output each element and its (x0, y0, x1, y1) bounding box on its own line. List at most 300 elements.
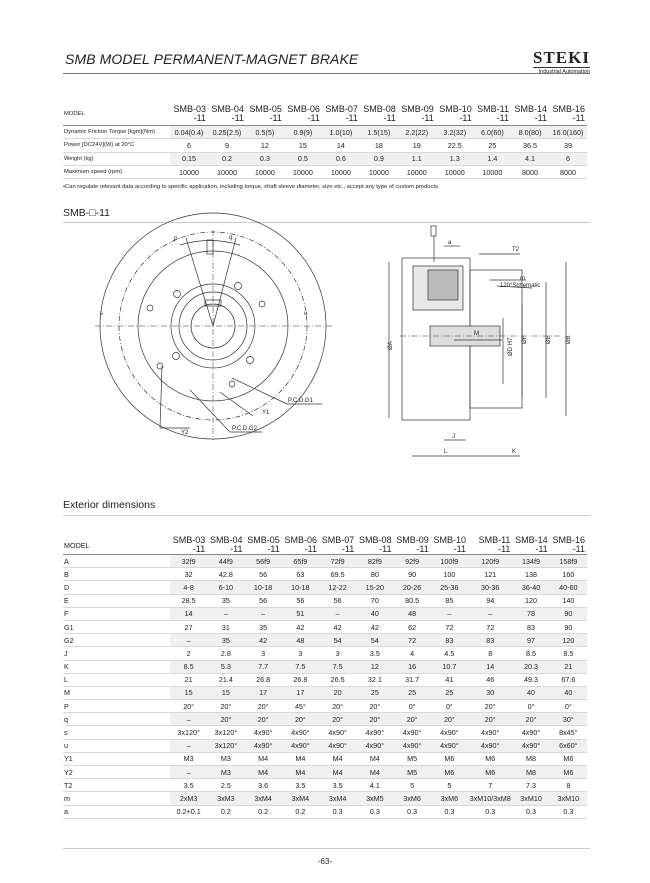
table-cell: 160 (550, 568, 587, 581)
label-pcd-g1: P.C.D.G1 (288, 398, 313, 404)
table-cell: 94 (468, 594, 512, 607)
table-cell: 80.5 (394, 594, 431, 607)
table-cell: 20° (356, 713, 393, 726)
table-cell: 0.5 (284, 152, 322, 165)
table-cell: M6 (431, 752, 468, 765)
table-cell: 36-40 (512, 581, 549, 594)
table-cell: M4 (282, 766, 319, 779)
table-cell: 42 (282, 620, 319, 633)
table-cell: 4.1 (356, 779, 393, 792)
table-cell: 3xM4 (282, 792, 319, 805)
table-cell: 3.5 (170, 779, 207, 792)
table-cell: 42 (245, 634, 282, 647)
table-cell: – (170, 739, 207, 752)
table-cell: 0.3 (394, 805, 431, 818)
model-column-header (282, 536, 319, 555)
table-cell: – (431, 607, 468, 620)
table-cell: 120 (512, 594, 549, 607)
table-cell: 72 (468, 620, 512, 633)
table-cell: 27 (170, 620, 207, 633)
table-cell: M3 (170, 752, 207, 765)
table-cell: 14 (170, 607, 207, 620)
section-rule (63, 515, 590, 516)
table-cell: 10000 (246, 165, 284, 178)
table-cell: M4 (282, 752, 319, 765)
table-cell: 10-18 (282, 581, 319, 594)
table-cell: 1.5(15) (360, 126, 398, 139)
row-label: q (63, 713, 170, 726)
table-cell: 0.2 (208, 152, 246, 165)
table-cell: 7.5 (319, 660, 356, 673)
table-cell: 42 (319, 620, 356, 633)
model-suffix: -11 (383, 113, 396, 123)
table-cell: 51 (282, 607, 319, 620)
row-label: G1 (63, 620, 170, 633)
model-name: SMB-08 (363, 104, 396, 114)
table-cell: 1.4 (474, 152, 511, 165)
table-cell: 41 (431, 673, 468, 686)
table-cell: 3xM4 (245, 792, 282, 805)
table-cell: 0.2 (282, 805, 319, 818)
model-name: SMB-09 (401, 104, 434, 114)
table-cell: 16 (394, 660, 431, 673)
table-cell: 158f9 (550, 555, 587, 568)
table-cell: M4 (319, 766, 356, 779)
table-cell: 8 (468, 647, 512, 660)
table-cell: 2 (170, 647, 207, 660)
table-cell: 40 (550, 686, 587, 699)
model-column-header (356, 536, 393, 555)
table-cell: 62 (394, 620, 431, 633)
table-cell: 17 (282, 686, 319, 699)
table-cell: 0.25(2.5) (208, 126, 246, 139)
model-name: SMB-14 (515, 535, 548, 545)
table-cell: 31.7 (394, 673, 431, 686)
label-a: a (448, 240, 452, 246)
table-row (63, 607, 587, 620)
table-cell: 4x90° (282, 726, 319, 739)
table-cell: 83 (468, 634, 512, 647)
model-suffix: -11 (345, 113, 358, 123)
table-cell: 42 (356, 620, 393, 633)
row-label: Maximum speed (rpm) (63, 165, 170, 178)
table-cell: 20.3 (512, 660, 549, 673)
label-u: u (304, 311, 308, 317)
row-label: P (63, 700, 170, 713)
model-column-header (170, 536, 207, 555)
table-cell: 48 (282, 634, 319, 647)
table-cell: – (170, 713, 207, 726)
table-cell: 20° (468, 700, 512, 713)
label-phi-f: ØF (522, 335, 528, 344)
table-cell: 28.5 (170, 594, 207, 607)
table-cell: M4 (245, 766, 282, 779)
model-name: SMB-08 (358, 535, 392, 545)
row-label: B (63, 568, 170, 581)
model-column-header (512, 536, 549, 555)
table-cell: 20° (319, 713, 356, 726)
table-cell: 35 (245, 620, 282, 633)
table-cell: 67.6 (550, 673, 587, 686)
table-cell: 0.3 (468, 805, 512, 818)
table-row (63, 779, 587, 792)
table-row (63, 594, 587, 607)
model-suffix: -11 (453, 544, 466, 554)
model-suffix: -11 (304, 544, 317, 554)
table-cell: 4x90° (245, 726, 282, 739)
table-cell: 0° (431, 700, 468, 713)
label-phi-a: ØA (388, 341, 394, 350)
table-cell: M6 (468, 766, 512, 779)
table-cell: M4 (356, 766, 393, 779)
model-suffix: -11 (193, 113, 206, 123)
table-cell: M5 (394, 766, 431, 779)
table-cell: 0.6 (322, 152, 360, 165)
table-cell: 4x90° (431, 739, 468, 752)
model-header: MODEL (63, 103, 170, 126)
table-cell: 8.5 (512, 647, 549, 660)
label-y1: Y1 (262, 410, 270, 416)
table-cell: M3 (207, 752, 244, 765)
table-cell: 4x90° (319, 726, 356, 739)
logo-text: STEKI (533, 48, 590, 67)
table-cell: 10000 (360, 165, 398, 178)
table-cell: M5 (394, 752, 431, 765)
table-row (63, 700, 587, 713)
model-suffix: -11 (269, 113, 282, 123)
table-cell: 7.5 (282, 660, 319, 673)
row-label: J (63, 647, 170, 660)
model-name: SMB-04 (211, 104, 244, 114)
table-cell: 3 (245, 647, 282, 660)
table-header-row (63, 536, 587, 555)
model-name: SMB-10 (433, 535, 466, 545)
row-label: Power [DC24V](W) at 20°C (63, 139, 170, 152)
table-cell: 22.5 (436, 139, 474, 152)
model-name: SMB-16 (552, 535, 585, 545)
table-row (63, 555, 587, 568)
table-cell: 72f9 (319, 555, 356, 568)
drawing-section-title: SMB-□-11 (63, 207, 110, 219)
table-cell: 6 (170, 139, 208, 152)
table-cell: 6 (549, 152, 587, 165)
table-cell: 3x120° (207, 726, 244, 739)
table-cell: 83 (431, 634, 468, 647)
label-j: J (452, 434, 455, 440)
table-cell: 21 (550, 660, 587, 673)
row-label: G2 (63, 634, 170, 647)
table-cell: 10000 (170, 165, 208, 178)
table-cell: 0.5(5) (246, 126, 284, 139)
model-name: SMB-11 (478, 535, 511, 545)
table-cell: M4 (356, 752, 393, 765)
label-l: L (444, 449, 448, 455)
model-suffix: -11 (572, 113, 585, 123)
row-label: a (63, 805, 170, 818)
table-cell: 65f9 (282, 555, 319, 568)
table-cell: 134f9 (512, 555, 549, 568)
model-column-header (431, 536, 468, 555)
table-cell: 0.3 (550, 805, 587, 818)
table-cell: 54 (319, 634, 356, 647)
table-cell: 35 (207, 594, 244, 607)
table-cell: 30° (550, 713, 587, 726)
table-cell: 140 (550, 594, 587, 607)
label-phi-e: ØE (546, 335, 552, 344)
drawing-labels (100, 235, 572, 455)
model-column-header (468, 536, 512, 555)
label-phi-d: ØD H7 (508, 337, 514, 356)
table-cell: 14 (468, 660, 512, 673)
row-label: Dynamic Friction Torque [kgm](Nm) (63, 126, 170, 139)
table-cell: 0.3 (319, 805, 356, 818)
table-cell: 0.3 (431, 805, 468, 818)
model-name: SMB-14 (514, 104, 547, 114)
table-cell: 16.0(160) (549, 126, 587, 139)
table-cell: 4x90° (356, 739, 393, 752)
logo-subtitle: Industrial Automation (533, 67, 590, 75)
label-m: m (520, 276, 525, 282)
table-cell: 0.15 (170, 152, 208, 165)
label-phi-b: ØB (566, 335, 572, 344)
mounting-holes (147, 283, 265, 388)
table-cell: 40-60 (550, 581, 587, 594)
table-cell: 8000 (511, 165, 549, 178)
table-row (63, 673, 587, 686)
table-cell: 12-22 (319, 581, 356, 594)
table-row (63, 739, 587, 752)
table-cell: 2xM3 (170, 792, 207, 805)
model-suffix: -11 (459, 113, 472, 123)
table-cell: 15 (170, 686, 207, 699)
table-cell: 0.2 (245, 805, 282, 818)
model-name: SMB-07 (325, 104, 358, 114)
table-cell: 70 (356, 594, 393, 607)
model-name: SMB-05 (249, 104, 282, 114)
table-cell: 20° (512, 713, 549, 726)
row-label: Y1 (63, 752, 170, 765)
table-cell: 90 (550, 620, 587, 633)
table-cell: 72 (431, 620, 468, 633)
table-cell: 36.5 (511, 139, 549, 152)
table-cell: 12 (356, 660, 393, 673)
table-cell: 20° (170, 700, 207, 713)
row-label: D (63, 581, 170, 594)
table-cell: 3xM4 (319, 792, 356, 805)
table-cell: M6 (550, 766, 587, 779)
table-cell: 3.5 (282, 779, 319, 792)
table-cell: 56f9 (245, 555, 282, 568)
model-suffix: -11 (496, 113, 509, 123)
table-cell: 15 (207, 686, 244, 699)
table-cell: 15-20 (356, 581, 393, 594)
row-label: L (63, 673, 170, 686)
table-cell: 3xM5 (356, 792, 393, 805)
table-cell: 4-8 (170, 581, 207, 594)
model-suffix: -11 (535, 544, 548, 554)
table-row (63, 752, 587, 765)
row-label: Weight (kg) (63, 152, 170, 165)
table-cell: 25 (356, 686, 393, 699)
table-cell: 90 (550, 607, 587, 620)
table-row (63, 792, 587, 805)
table-cell: 8000 (549, 165, 587, 178)
table-cell: 31 (207, 620, 244, 633)
model-suffix: -11 (498, 544, 511, 554)
table-cell: 100f9 (431, 555, 468, 568)
table-cell: 4x90° (468, 739, 512, 752)
row-label: K (63, 660, 170, 673)
table-cell: 5 (431, 779, 468, 792)
table-cell: 4x90° (468, 726, 512, 739)
table-row (63, 634, 587, 647)
table-cell: 3.6 (245, 779, 282, 792)
table-cell: 10000 (436, 165, 474, 178)
table-cell: 30 (468, 686, 512, 699)
table-cell: 26.8 (245, 673, 282, 686)
table-cell: 6-10 (207, 581, 244, 594)
table-cell: 3.5 (319, 779, 356, 792)
table-cell: 63 (282, 568, 319, 581)
table-cell: 25 (431, 686, 468, 699)
table-row (63, 766, 587, 779)
table-cell: 4.5 (431, 647, 468, 660)
table-cell: 0° (394, 700, 431, 713)
table-cell: 6x60° (550, 739, 587, 752)
model-name: SMB-07 (321, 535, 355, 545)
table-cell: 80 (356, 568, 393, 581)
table-cell: M6 (468, 752, 512, 765)
table-cell: 10-18 (245, 581, 282, 594)
table-cell: 20° (245, 713, 282, 726)
model-name: SMB-11 (477, 104, 509, 114)
table-cell: 10000 (284, 165, 322, 178)
table-cell: 3xM10/3xM8 (468, 792, 512, 805)
table-cell: 3xM6 (394, 792, 431, 805)
model-suffix: -11 (379, 544, 392, 554)
model-name: SMB-03 (172, 535, 206, 545)
table-cell: 21 (170, 673, 207, 686)
table-cell: 20° (468, 713, 512, 726)
table-cell: 120 (550, 634, 587, 647)
footer-rule (63, 848, 590, 849)
table-cell: 0.2 (207, 805, 244, 818)
table-cell: 4x90° (394, 739, 431, 752)
model-header: MODEL (63, 536, 170, 555)
table-cell: 5 (394, 779, 431, 792)
table-cell: 20° (356, 700, 393, 713)
table-cell: 3 (282, 647, 319, 660)
table-cell: 4.1 (511, 152, 549, 165)
table-cell: 0° (550, 700, 587, 713)
model-column-header (245, 536, 282, 555)
table-cell: 8x45° (550, 726, 587, 739)
table-cell: 8.0(80) (511, 126, 549, 139)
model-suffix: -11 (341, 544, 355, 554)
table-cell: 17 (245, 686, 282, 699)
model-column-header (319, 536, 356, 555)
table-cell: 4x90° (356, 726, 393, 739)
table-cell: 20° (431, 713, 468, 726)
model-suffix: -11 (421, 113, 434, 123)
table-cell: 83 (512, 620, 549, 633)
row-label: F (63, 607, 170, 620)
model-name: SMB-05 (247, 535, 280, 545)
table-row (63, 660, 587, 673)
row-label: E (63, 594, 170, 607)
table-cell: 20-26 (394, 581, 431, 594)
table-cell: M6 (431, 766, 468, 779)
table-cell: 90 (394, 568, 431, 581)
table-cell: M3 (207, 766, 244, 779)
model-name: SMB-06 (284, 535, 317, 545)
table-cell: 4x90° (319, 739, 356, 752)
table-cell: – (319, 607, 356, 620)
table-cell: 42.8 (207, 568, 244, 581)
table-cell: 32 (170, 568, 207, 581)
row-label: M (63, 686, 170, 699)
table-cell: 8.5 (170, 660, 207, 673)
table-cell: 121 (468, 568, 512, 581)
table-cell: 49.3 (512, 673, 549, 686)
table-cell: 40 (512, 686, 549, 699)
table-cell: 3.2(32) (436, 126, 474, 139)
label-big-m: M (474, 331, 479, 337)
table-cell: 20° (282, 713, 319, 726)
table-cell: M4 (319, 752, 356, 765)
table-cell: 3xM10 (512, 792, 549, 805)
table-cell: 3xM10 (550, 792, 587, 805)
table-cell: 54 (356, 634, 393, 647)
table-cell: 48 (394, 607, 431, 620)
table-cell: 39 (549, 139, 587, 152)
table-cell: M4 (245, 752, 282, 765)
table-cell: 100 (431, 568, 468, 581)
model-name: SMB-09 (396, 535, 429, 545)
table-cell: 26.5 (319, 673, 356, 686)
table-cell: 10000 (322, 165, 360, 178)
table-cell: M6 (550, 752, 587, 765)
table-cell: 78 (512, 607, 549, 620)
table-cell: 1.1 (398, 152, 436, 165)
table-cell: 69.5 (319, 568, 356, 581)
table-cell: 20° (207, 713, 244, 726)
table-cell: 10000 (474, 165, 511, 178)
spec-note: •Can regulate relevant data according to specific application, including torque, shaft sleeve diameter, size etc., accept any type of custom products. (63, 184, 440, 190)
table-cell: 25 (394, 686, 431, 699)
table-cell: 9 (208, 139, 246, 152)
table-row (63, 713, 587, 726)
table-cell: 2.8 (207, 647, 244, 660)
table-cell: 56 (282, 594, 319, 607)
model-name: SMB-03 (173, 104, 206, 114)
table-cell: 20° (245, 700, 282, 713)
table-cell: 0° (512, 700, 549, 713)
model-column-header (207, 536, 244, 555)
row-label: A (63, 555, 170, 568)
model-name: SMB-10 (439, 104, 472, 114)
table-cell: 0.3 (512, 805, 549, 818)
label-pcd-g2: P.C.D.G2 (232, 426, 257, 432)
table-cell: 4x90° (282, 739, 319, 752)
model-suffix: -11 (267, 544, 280, 554)
table-row (63, 568, 587, 581)
label-schematic: 120°Schematic (500, 283, 541, 289)
table-row (63, 581, 587, 594)
table-cell: 0.2+0.1 (170, 805, 207, 818)
table-cell: 120f9 (468, 555, 512, 568)
dimensions-table (63, 536, 587, 819)
